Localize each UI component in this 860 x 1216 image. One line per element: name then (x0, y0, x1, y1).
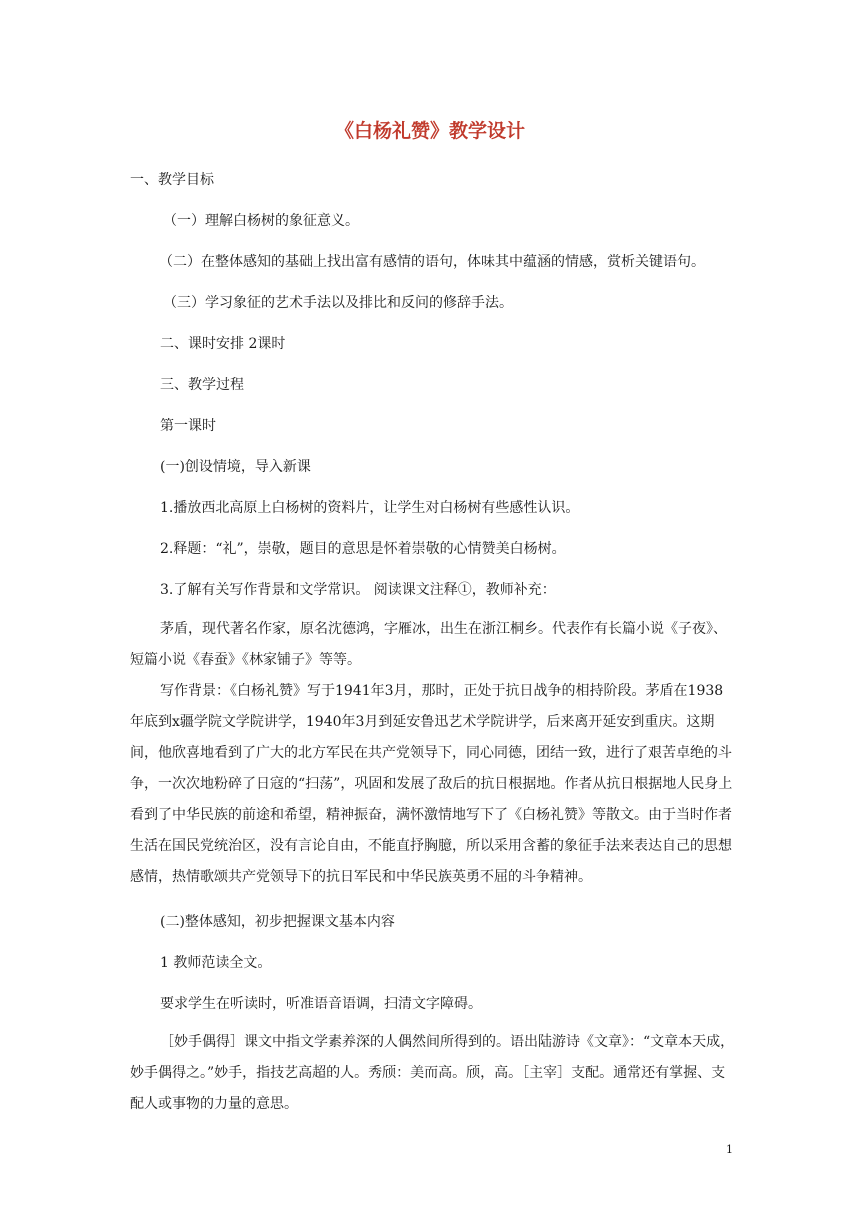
step-two-item-1: 1 教师范读全文。 (160, 955, 272, 971)
goal-2: （二）在整体感知的基础上找出富有感情的语句，体味其中蕴涵的情感，赏析关键语句。 (159, 254, 705, 270)
step-item-1: 1.播放西北高原上白杨树的资料片，让学生对白杨树有些感性认识。 (160, 500, 580, 516)
step-one-heading: (一)创设情境，导入新课 (160, 459, 311, 475)
goal-3: （三）学习象征的艺术手法以及排比和反问的修辞手法。 (163, 295, 513, 311)
page-number: 1 (726, 1143, 733, 1156)
paragraph-vocabulary: ［妙手偶得］课文中指文学素养深的人偶然间所得到的。语出陆游诗《文章》：“文章本天成，妙手偶得之。”妙手，指技艺高超的人。秀颀：美而高。颀，高。［主宰］支配。通常还有掌握、支配人或事物的力量的意思。 (130, 1034, 735, 1112)
step-item-3: 3.了解有关写作背景和文学常识。 阅读课文注释①，教师补充： (160, 582, 556, 598)
goal-1: （一）理解白杨树的象征意义。 (163, 213, 359, 229)
lesson-one-label: 第一课时 (160, 418, 216, 434)
paragraph-background: 写作背景：《白杨礼赞》写于1941年3月，那时，正处于抗日战争的相持阶段。茅盾在1938年底到x疆学院文学院讲学，1940年3月到延安鲁迅艺术学院讲学，后来离开延安到重庆。这期间，他欣喜地看到了广大的北方军民在共产党领导下，同心同德，团结一致，进行了艰苦卓绝的斗争，一次次地粉碎了日寇的“扫荡”，巩固和发展了敌后的抗日根据地。作者从抗日根据地人民身上看到了中华民族的前途和希望，精神振奋，满怀激情地写下了《白杨礼赞》等散文。由于当时作者生活在国民党统治区，没有言论自由，不能直抒胸臆，所以采用含蓄的象征手法来表达自己的思想感情，热情歌颂共产党领导下的抗日军民和中华民族英勇不屈的斗争精神。 (130, 683, 733, 885)
reading-requirement: 要求学生在听读时，听准语音语调，扫清文字障碍。 (160, 996, 482, 1012)
heading-teaching-goals: 一、教学目标 (130, 172, 214, 188)
document-title: 《白杨礼赞》教学设计 (334, 120, 525, 142)
step-item-2: 2.释题：“礼”，崇敬，题目的意思是怀着崇敬的心情赞美白杨树。 (160, 541, 566, 557)
heading-schedule: 二、课时安排 2课时 (160, 336, 286, 352)
heading-process: 三、教学过程 (160, 377, 244, 393)
step-two-heading: (二)整体感知，初步把握课文基本内容 (160, 914, 395, 930)
paragraph-author: 茅盾，现代著名作家，原名沈德鸿，字雁冰，出生在浙江桐乡。代表作有长篇小说《子夜》、短篇小说《春蚕》《林家铺子》等等。 (130, 621, 727, 668)
